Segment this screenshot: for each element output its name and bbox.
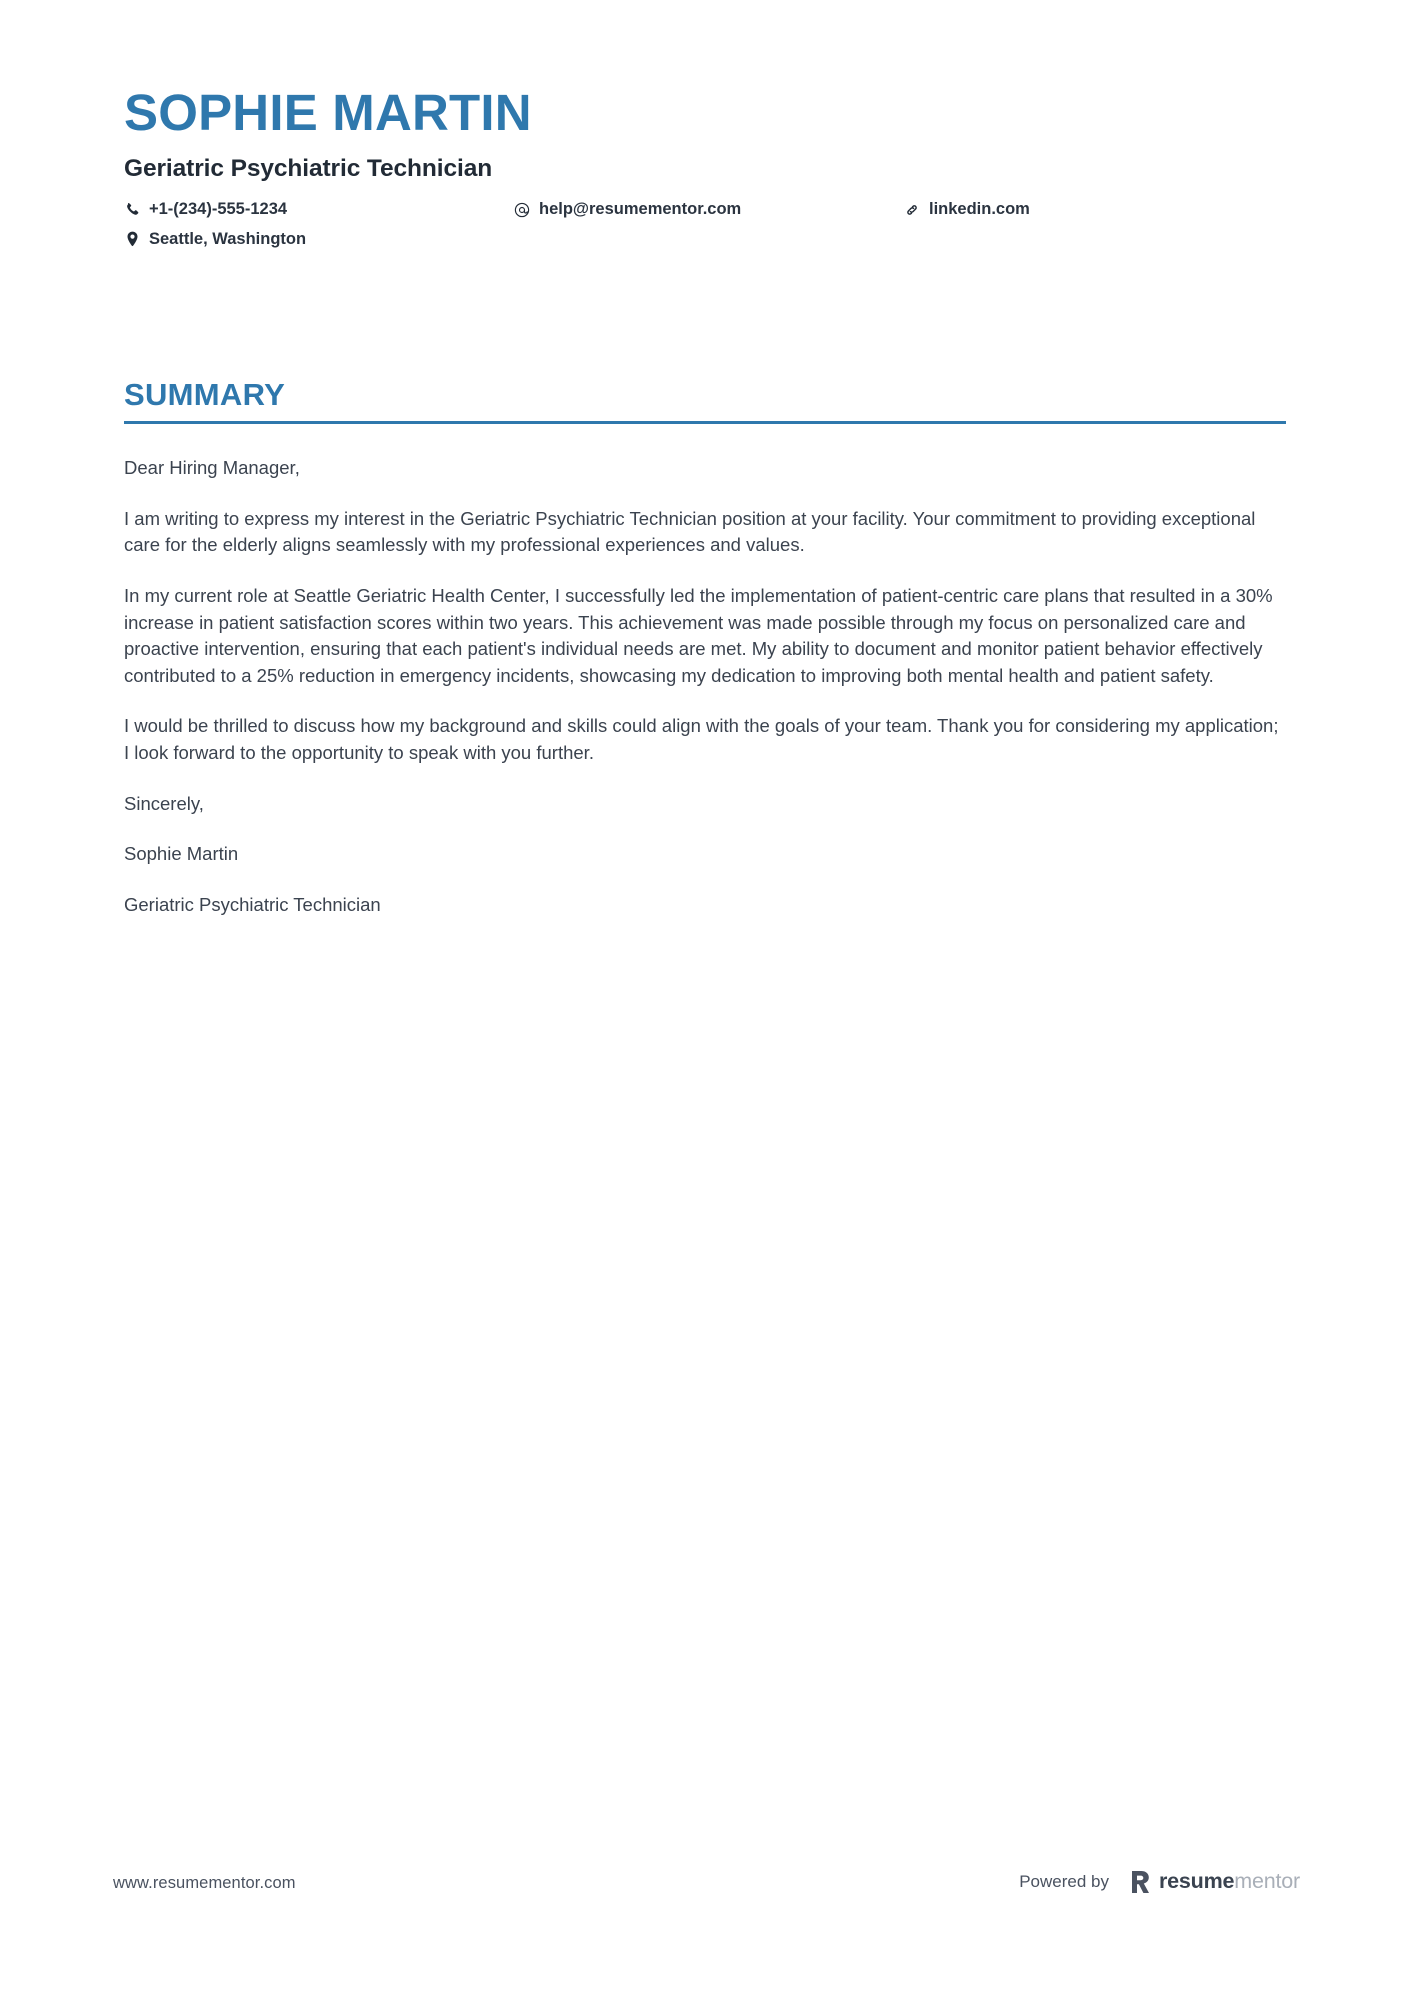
email-icon: [514, 202, 530, 218]
contact-phone[interactable]: [124, 201, 514, 218]
closing-paragraph: I would be thrilled to discuss how my background and skills could align with the goals of your team. Thank you for considering my application; I look forward to the opportunity to speak with you further.: [124, 715, 1279, 764]
resumementor-logo[interactable]: [1131, 1870, 1300, 1894]
contact-linkedin-label: linkedin.com: [929, 200, 1030, 219]
resumementor-mark-icon: [1131, 1870, 1150, 1894]
document-header: [124, 86, 1286, 247]
experience-paragraph: In my current role at Seattle Geriatric Health Center, I successfully led the implementation of patient-centric care plans that resulted in a 30% increase in patient satisfaction scores within two years. This achievement was made possible through my focus on personalized care and proactive intervention, ensuring that each patient's individual needs are met. My ability to document and monitor patient behavior effectively contributed to a 25% reduction in emergency incidents, showcasing my dedication to improving both mental health and patient safety.: [124, 584, 1273, 686]
document-footer: [0, 1860, 1410, 1920]
contact-location-label: Seattle, Washington: [149, 229, 307, 248]
brand-word-light: mentor: [1234, 1869, 1300, 1894]
location-pin-icon: [124, 231, 140, 247]
signature-name: Sophie Martin: [124, 843, 239, 865]
contact-location: [124, 231, 514, 248]
section-divider: [124, 421, 1286, 424]
sign-off: Sincerely,: [124, 792, 204, 814]
summary-section: [124, 378, 1286, 919]
cover-letter-body: [124, 455, 1286, 919]
powered-by-label: Powered by: [1019, 1872, 1109, 1891]
resumementor-wordmark: [1159, 1871, 1300, 1893]
contact-email[interactable]: [514, 201, 904, 218]
section-title-summary: SUMMARY: [124, 377, 286, 412]
contact-phone-label: +1-(234)-555-1234: [149, 200, 288, 219]
salutation: Dear Hiring Manager,: [124, 457, 300, 479]
footer-website-url[interactable]: www.resumementor.com: [113, 1874, 296, 1892]
contact-details: [124, 201, 1286, 247]
phone-icon: [124, 202, 140, 218]
footer-branding: [1019, 1870, 1300, 1894]
brand-word-bold: resume: [1158, 1869, 1235, 1894]
intro-paragraph: I am writing to express my interest in the Geriatric Psychiatric Technician position at your facility. Your commitment to providing exceptional care for the elderly aligns seamlessly with my professional experiences and values.: [124, 507, 1256, 556]
candidate-name: SOPHIE MARTIN: [124, 84, 532, 141]
contact-email-label: help@resumementor.com: [539, 200, 742, 219]
link-icon: [904, 202, 920, 218]
contact-linkedin[interactable]: [904, 201, 1286, 218]
candidate-job-title: Geriatric Psychiatric Technician: [124, 155, 493, 183]
signature-title: Geriatric Psychiatric Technician: [124, 893, 381, 915]
